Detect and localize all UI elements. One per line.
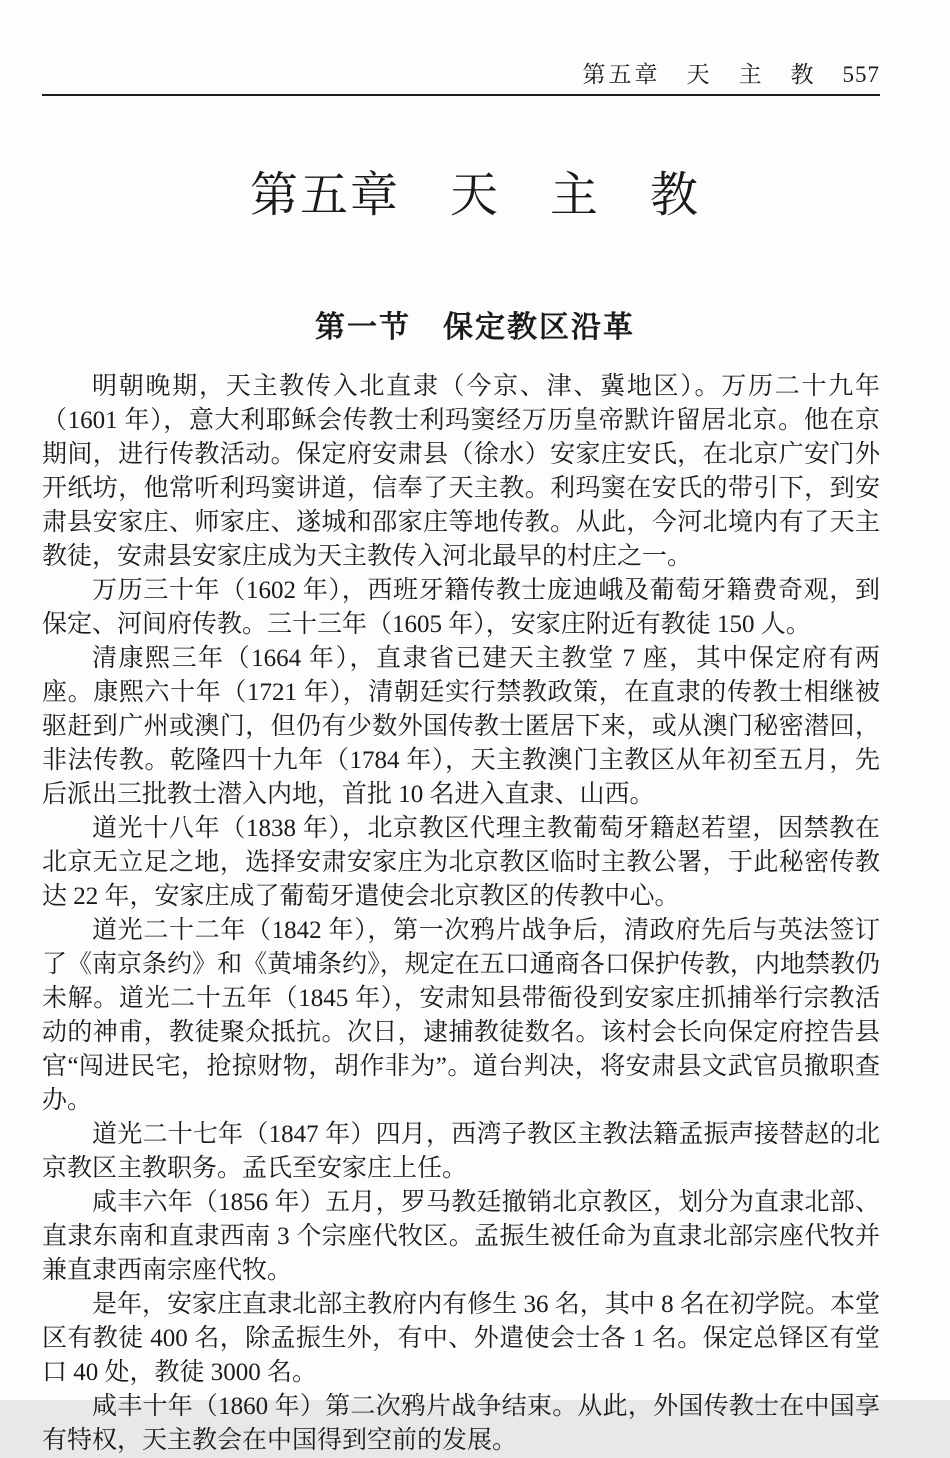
body-paragraph: 万历三十年（1602 年），西班牙籍传教士庞迪峨及葡萄牙籍费奇观，到保定、河间府传教。三十三年（1605 年），安家庄附近有教徒 150 人。 [42, 577, 880, 638]
body-paragraph: 明朝晚期，天主教传入北直隶（今京、津、冀地区）。万历二十九年（1601 年），意大利耶稣会传教士利玛窦经万历皇帝默许留居北京。他在京期间，进行传教活动。保定府安肃县（徐水）安家庄安氏，在北京广安门外开纸坊，他常听利玛窦讲道，信奉了天主教。利玛窦在安氏的带引下，到安肃县安家庄、师家庄、遂城和邵家庄等地传教。从此，今河北境内有了天主教徒，安肃县安家庄成为天主教传入河北最早的村庄之一。 [42, 373, 880, 570]
chapter-title: 第五章 天 主 教 [249, 169, 700, 222]
body-paragraph: 咸丰十年（1860 年）第二次鸦片战争结束。从此，外国传教士在中国享有特权，天主教会在中国得到空前的发展。 [42, 1393, 880, 1454]
body-paragraph: 清康熙三年（1664 年），直隶省已建天主教堂 7 座，其中保定府有两座。康熙六十年（1721 年），清朝廷实行禁教政策，在直隶的传教士相继被驱赶到广州或澳门，但仍有少数外国传教士匿居下来，或从澳门秘密潜回，非法传教。乾隆四十九年（1784 年），天主教澳门主教区从年初至五月，先后派出三批教士潜入内地，首批 10 名进入直隶、山西。 [42, 645, 880, 808]
page-header [583, 56, 881, 89]
body-paragraph: 是年，安家庄直隶北部主教府内有修生 36 名，其中 8 名在初学院。本堂区有教徒 400 名，除孟振生外，有中、外遣使会士各 1 名。保定总铎区有堂口 40 处，教徒 3000 名。 [42, 1291, 880, 1386]
header-rule [42, 94, 880, 96]
body-paragraph: 道光二十七年（1847 年）四月，西湾子教区主教法籍孟振声接替赵的北京教区主教职务。孟氏至安家庄上任。 [42, 1121, 880, 1182]
running-title: 第五章 天 主 教 [582, 62, 817, 87]
body-paragraph: 道光二十二年（1842 年），第一次鸦片战争后，清政府先后与英法签订了《南京条约》和《黄埔条约》，规定在五口通商各口保护传教，内地禁教仍未解。道光二十五年（1845 年），安肃知县带衙役到安家庄抓捕举行宗教活动的神甫，教徒聚众抵抗。次日，逮捕教徒数名。该村会长向保定府控告县官“闯进民宅，抢掠财物，胡作非为”。道台判决，将安肃县文武官员撤职查办。 [42, 917, 880, 1114]
body-text [42, 370, 880, 1458]
body-paragraph: 咸丰六年（1856 年）五月，罗马教廷撤销北京教区，划分为直隶北部、直隶东南和直隶西南 3 个宗座代牧区。孟振生被任命为直隶北部宗座代牧并兼直隶西南宗座代牧。 [42, 1189, 880, 1284]
page-number: 557 [842, 62, 880, 87]
body-paragraph: 道光十八年（1838 年），北京教区代理主教葡萄牙籍赵若望，因禁教在北京无立足之地，选择安肃安家庄为北京教区临时主教公署，于此秘密传教达 22 年，安家庄成了葡萄牙遣使会北京教区的传教中心。 [42, 815, 880, 910]
section-title: 第一节 保定教区沿革 [315, 311, 635, 344]
